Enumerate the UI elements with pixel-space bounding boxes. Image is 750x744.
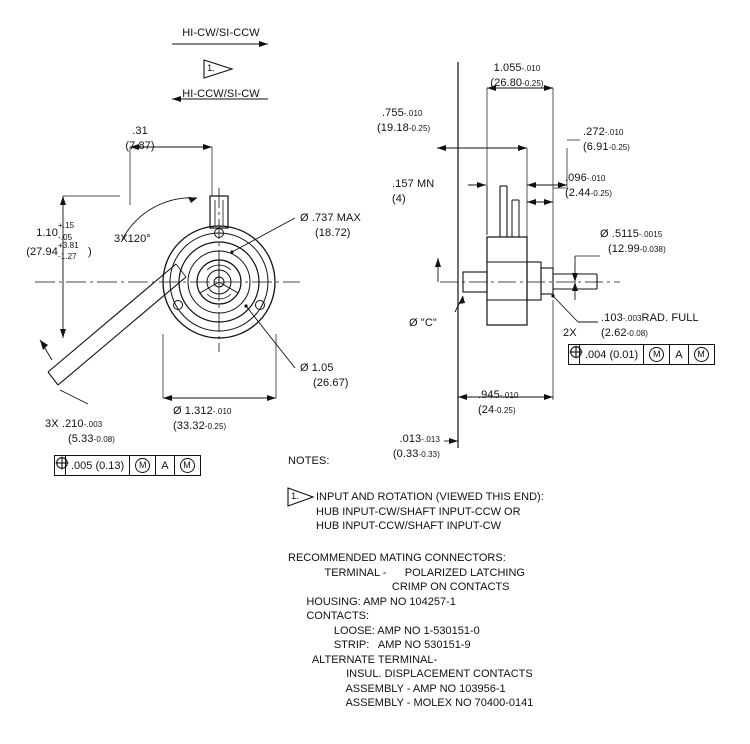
dim-1055-metric: (26.80-0.25): [490, 77, 544, 89]
dim-110-metric-tol-lower: -1.27: [58, 252, 77, 261]
rotation-label-bottom: HI-CCW/SI-CW: [182, 88, 260, 100]
dim-110-value: 1.10: [36, 227, 58, 239]
dia-1312-metric: (33.32-0.25): [173, 420, 227, 432]
dim-103-value: .103-.003RAD. FULL: [601, 312, 699, 324]
datum-a-modifier-left: M: [174, 456, 200, 475]
dim-110-metric-close: ): [88, 246, 92, 258]
dim-103-metric: (2.62-0.08): [601, 327, 649, 339]
dim-031-value: .31: [132, 125, 148, 137]
rotation-label-top: HI-CW/SI-CCW: [182, 27, 260, 39]
dim-096-metric: (2.44-0.25): [565, 187, 613, 199]
tolerance-value-left: .005 (0.13): [65, 456, 129, 475]
dia-105-metric: (26.67): [313, 377, 349, 389]
dim-755-value: .755-.010: [382, 107, 423, 119]
flag-note-text: INPUT AND ROTATION (VIEWED THIS END): HUB INPUT-CW/SHAFT INPUT-CCW OR HUB INPUT-CCW/SHAFT INPUT-CW: [316, 491, 544, 532]
dia-737-value: Ø .737 MAX: [300, 212, 361, 224]
dim-013-value: .013-.013: [399, 433, 440, 445]
position-symbol-right: [569, 345, 579, 364]
datum-a-modifier-right: M: [688, 345, 714, 364]
tolerance-value-right: .004 (0.01): [579, 345, 643, 364]
dim-1055-value: 1.055-.010: [493, 62, 541, 74]
dia-1312-value: Ø 1.312-.010: [173, 405, 232, 417]
datum-a-left: A: [155, 456, 173, 475]
dia-c-label: Ø "C": [409, 317, 437, 329]
dim-110-tol-upper: +.15: [58, 221, 75, 230]
dim-031-metric: (7.87): [125, 140, 155, 152]
dim-096-value: .096-.010: [565, 172, 606, 184]
dim-755-metric: (19.18-0.25): [377, 122, 431, 134]
dia-737-metric: (18.72): [315, 227, 351, 239]
notes-heading: NOTES:: [288, 455, 330, 467]
dim-272-metric: (6.91-0.25): [583, 141, 631, 153]
datum-a-right: A: [669, 345, 687, 364]
dim-110-metric-tol-upper: +3.81: [58, 241, 79, 250]
position-symbol-left: [55, 456, 65, 475]
angle-3x120-label: 3X120°: [114, 233, 151, 245]
dim-157-quantity: (4): [392, 193, 406, 205]
dim-103-prefix: 2X: [563, 327, 577, 339]
dim-110-tol-lower: -.05: [58, 233, 73, 242]
position-icon: [569, 345, 583, 359]
dim-272-value: .272-.010: [583, 126, 624, 138]
dim-945-metric: (24-0.25): [478, 404, 516, 416]
feature-control-frame-left: [54, 455, 201, 476]
dim-210-metric: (5.33-0.08): [68, 433, 116, 445]
dia-5115-value: Ø .5115-.0015: [600, 228, 663, 240]
flag-1-symbol-note: 1.: [291, 491, 299, 502]
dia-5115-metric: (12.99-0.038): [608, 243, 666, 255]
position-icon: [55, 456, 69, 470]
material-modifier-left: M: [129, 456, 155, 475]
dim-945-value: .945-.010: [478, 389, 519, 401]
dim-013-metric: (0.33-0.33): [392, 448, 440, 460]
flag-1-symbol-top: 1.: [207, 63, 215, 74]
dia-105-value: Ø 1.05: [300, 362, 334, 374]
material-modifier-right: M: [643, 345, 669, 364]
dim-210-value: 3X .210-.003: [45, 418, 103, 430]
dim-157-value: .157 MN: [392, 178, 435, 190]
dim-110-metric: (27.94: [26, 246, 58, 258]
feature-control-frame-right: [568, 344, 715, 365]
mating-connector-notes: RECOMMENDED MATING CONNECTORS: TERMINAL - POLARIZED LATCHING CRIMP ON CONTACTS HOUSING: AMP NO 104257-1 CONTACTS: LOOSE: AMP NO 1-530151-0 STRIP: AMP NO 530151-9 ALTERNATE TERMINAL- INSUL. DISPLACEMENT CONTACTS ASSEMBLY - AMP NO 103956-1 ASSEMBLY - MOLEX NO 70400-0141: [288, 552, 534, 709]
